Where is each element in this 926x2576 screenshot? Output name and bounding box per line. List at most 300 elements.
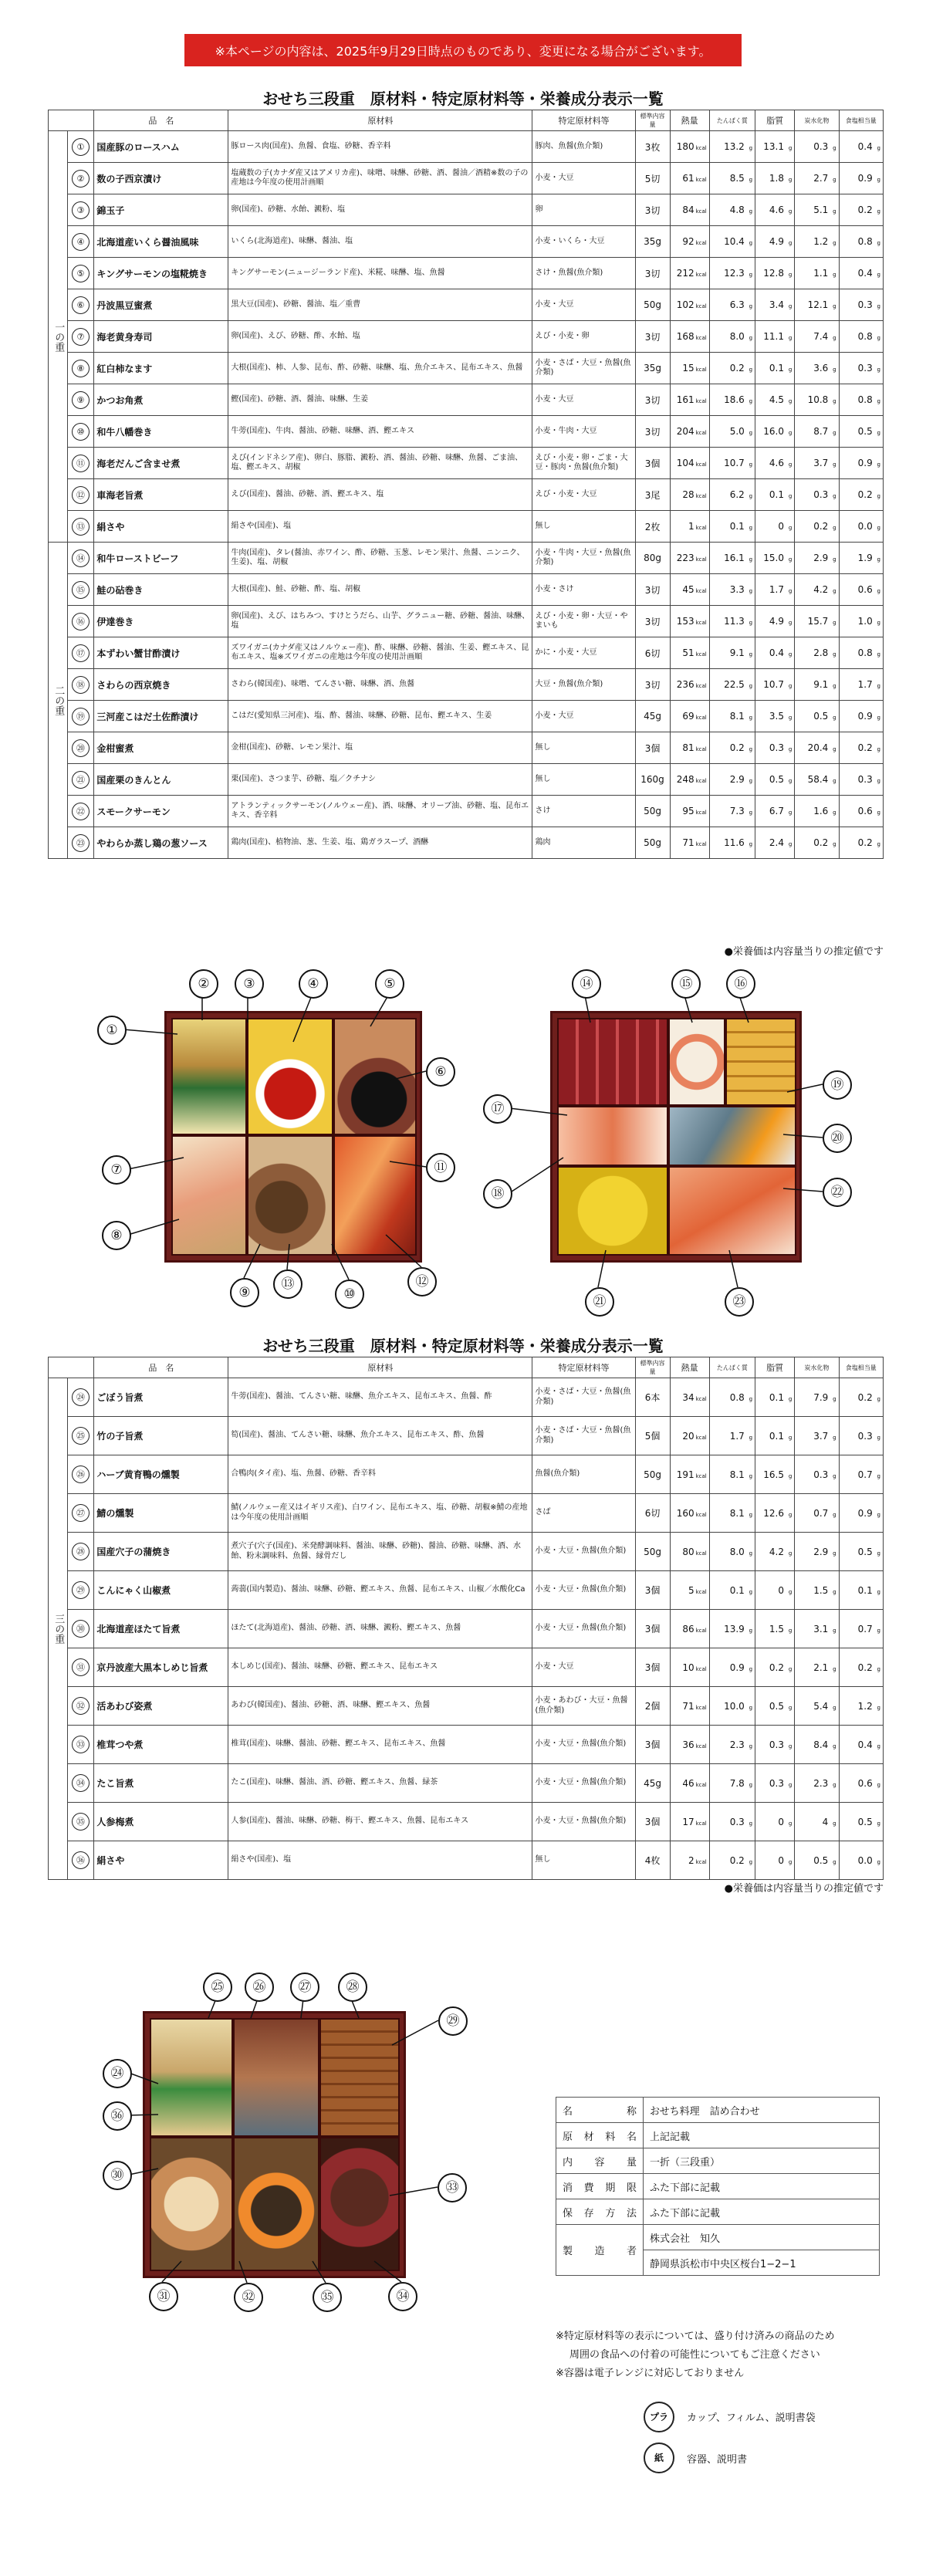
nutrient-value: 1.6 [813, 806, 829, 816]
item-name: 海老だんご含ませ煮 [94, 448, 228, 479]
unit-g: g [749, 1511, 753, 1518]
item-number-badge: ㉜ [72, 1697, 90, 1715]
nutrient-value: 2.3 [813, 1777, 829, 1789]
paper-recycle-text: 容器、説明書 [687, 2454, 748, 2466]
nutrient-value: 0.0 [857, 521, 873, 532]
item-name: 人参梅煮 [94, 1803, 228, 1841]
unit-g: g [788, 841, 793, 847]
nutrient-value: 0.2 [813, 837, 829, 848]
unit-g: g [833, 620, 836, 626]
header-protein: たんぱく質 [709, 1357, 755, 1378]
nutrient-value: 0.4 [857, 268, 873, 279]
nutrient-value: 0.1 [769, 1391, 784, 1403]
item-name: 和牛八幡巻き [94, 416, 228, 448]
nutrient-value: 2.7 [813, 173, 829, 184]
energy-value: 95 [682, 806, 694, 816]
item-name: 丹波黒豆蜜煮 [94, 289, 228, 321]
item-name: 紅白柿なます [94, 353, 228, 384]
unit-g: g [788, 810, 793, 816]
unit-kcal: kcal [695, 1820, 707, 1827]
unit-g: g [749, 177, 753, 183]
unit-g: g [877, 430, 880, 436]
unit-g: g [833, 810, 836, 816]
item-amount: 50g [635, 1455, 670, 1494]
nutrient-value: 16.1 [724, 553, 745, 563]
unit-g: g [749, 715, 753, 721]
item-number-badge: ⑯ [72, 613, 90, 630]
unit-g: g [877, 778, 880, 784]
unit-kcal: kcal [695, 1627, 707, 1634]
label-key: 原材料名 [556, 2123, 644, 2148]
unit-g: g [788, 303, 793, 309]
callout-label: ⑭ [572, 969, 601, 999]
item-allergens: 小麦・大豆・魚醤(魚介類) [532, 1726, 635, 1764]
unit-g: g [749, 778, 753, 784]
label-row-maker [556, 2225, 880, 2250]
unit-g: g [877, 1550, 880, 1557]
nutrient-value: 8.1 [729, 711, 745, 722]
nutrient-value: 10.0 [724, 1700, 745, 1712]
unit-g: g [749, 810, 753, 816]
unit-g: g [833, 1820, 836, 1827]
unit-g: g [788, 272, 793, 278]
item-allergens: 魚醤(魚介類) [532, 1455, 635, 1494]
energy-value: 102 [676, 299, 694, 310]
nutrient-value: 4.5 [769, 394, 784, 405]
nutrient-value: 0.3 [813, 141, 829, 152]
unit-kcal: kcal [695, 1434, 707, 1441]
unit-g: g [833, 588, 836, 594]
item-number-badge: ⑮ [72, 581, 90, 599]
item-allergens: 小麦・さば・大豆・魚醤(魚介類) [532, 1417, 635, 1455]
energy-value: 17 [682, 1816, 694, 1827]
unit-g: g [788, 493, 793, 499]
unit-g: g [788, 1550, 793, 1557]
nutrient-value: 2.8 [813, 647, 829, 658]
nutrient-value: 0.9 [857, 173, 873, 184]
label-value: 一折（三段重） [644, 2148, 880, 2174]
label-row [556, 2148, 880, 2174]
unit-g: g [749, 398, 753, 404]
nutrient-value: 0.2 [857, 489, 873, 500]
nutrient-value: 1.7 [769, 584, 784, 595]
item-ingredients: 豚ロース肉(国産)、魚醤、食塩、砂糖、香辛料 [228, 131, 532, 163]
nutrient-value: 0.1 [857, 1584, 873, 1596]
unit-kcal: kcal [695, 588, 707, 594]
item-name: スモークサーモン [94, 796, 228, 827]
item-number-badge: ⑪ [72, 455, 90, 472]
section-label: 二の重 [49, 543, 68, 859]
item-ingredients: 牛蒡(国産)、醤油、てんさい糖、味醂、魚介エキス、昆布エキス、魚醤、酢 [228, 1378, 532, 1417]
nutrient-value: 0.6 [857, 584, 873, 595]
nutrient-value: 0.7 [813, 1507, 829, 1519]
nutrient-value: 10.7 [763, 679, 784, 690]
unit-g: g [749, 1743, 753, 1749]
unit-kcal: kcal [695, 493, 707, 499]
nutrient-value: 0.9 [857, 711, 873, 722]
nutrient-value: 2.9 [813, 1546, 829, 1557]
nutrient-value: 0.8 [857, 394, 873, 405]
nutrient-value: 0.7 [857, 1469, 873, 1480]
item-ingredients: アトランティックサーモン(ノルウェー産)、酒、味醂、オリーブ油、砂糖、塩、昆布エキス、香辛料 [228, 796, 532, 827]
item-ingredients: こはだ(愛知県三河産)、塩、酢、醤油、味醂、砂糖、昆布、鰹エキス、生姜 [228, 701, 532, 732]
item-ingredients: ほたて(北海道産)、醤油、砂糖、酒、味醂、澱粉、鰹エキス、魚醤 [228, 1610, 532, 1648]
unit-g: g [788, 367, 793, 373]
item-ingredients: いくら(北海道産)、味醂、醤油、塩 [228, 226, 532, 258]
header-fat: 脂質 [755, 110, 795, 131]
item-ingredients: 牛蒡(国産)、牛肉、醤油、砂糖、味醂、酒、鰹エキス [228, 416, 532, 448]
item-ingredients: 合鴨肉(タイ産)、塩、魚醤、砂糖、香辛料 [228, 1455, 532, 1494]
nutrient-value: 2.9 [729, 774, 745, 785]
nutrient-value: 22.5 [724, 679, 745, 690]
label-row [556, 2199, 880, 2225]
nutrient-value: 0.3 [857, 363, 873, 374]
unit-g: g [788, 746, 793, 752]
item-ingredients: えび(インドネシア産)、卵白、豚脂、澱粉、酒、醤油、砂糖、味醂、魚醤、ごま油、塩、鰹エキス、胡椒 [228, 448, 532, 479]
nutrient-value: 11.6 [724, 837, 745, 848]
item-allergens: さば [532, 1494, 635, 1533]
item-ingredients: 鯖(ノルウェー産又はイギリス産)、白ワイン、昆布エキス、塩、砂糖、胡椒※鯖の産地は今年度の使用計画順 [228, 1494, 532, 1533]
energy-value: 10 [682, 1662, 694, 1673]
product-label-table [556, 2097, 880, 2276]
nutrient-value: 0.3 [857, 299, 873, 310]
nutrient-value: 0.3 [769, 1739, 784, 1750]
unit-kcal: kcal [695, 683, 707, 689]
unit-g: g [833, 430, 836, 436]
unit-g: g [749, 746, 753, 752]
unit-g: g [788, 1627, 793, 1634]
unit-g: g [749, 335, 753, 341]
unit-g: g [833, 303, 836, 309]
unit-kcal: kcal [695, 272, 707, 278]
unit-g: g [877, 367, 880, 373]
item-ingredients: 鶏肉(国産)、植物油、葱、生姜、塩、鶏ガラスープ、酒醂 [228, 827, 532, 859]
header-energy: 熱量 [670, 110, 709, 131]
nutrient-value: 0.5 [769, 1700, 784, 1712]
item-number-badge: ㉛ [72, 1658, 90, 1676]
unit-g: g [833, 1395, 836, 1402]
unit-g: g [749, 1704, 753, 1711]
item-ingredients: 黒大豆(国産)、砂糖、醤油、塩／重曹 [228, 289, 532, 321]
item-amount: 3切 [635, 669, 670, 701]
item-number-badge: ② [72, 170, 90, 188]
table-title-2: おせち三段重 原材料・特定原材料等・栄養成分表示一覧 [262, 1337, 664, 1355]
nutrient-value: 0.2 [857, 205, 873, 215]
callout-label: ⑬ [273, 1269, 302, 1299]
item-allergens: えび・小麦・大豆 [532, 479, 635, 511]
nutrient-value: 4.6 [769, 458, 784, 468]
unit-g: g [788, 778, 793, 784]
callout-label: ⑱ [483, 1179, 512, 1209]
nutrient-value: 3.5 [769, 711, 784, 722]
nutrient-value: 6.3 [729, 299, 745, 310]
unit-g: g [749, 461, 753, 468]
nutrient-value: 58.4 [807, 774, 829, 785]
nutrient-value: 12.3 [724, 268, 745, 279]
header-ingredients: 原材料 [228, 110, 532, 131]
nutrient-value: 0.2 [813, 521, 829, 532]
nutrient-value: 1.9 [857, 553, 873, 563]
item-name: 活あわび姿煮 [94, 1687, 228, 1726]
unit-g: g [749, 651, 753, 658]
unit-g: g [749, 240, 753, 246]
unit-g: g [833, 208, 836, 215]
unit-g: g [788, 1511, 793, 1518]
item-name: 数の子西京漬け [94, 163, 228, 194]
item-name: 車海老旨煮 [94, 479, 228, 511]
header-fat: 脂質 [755, 1357, 795, 1378]
unit-kcal: kcal [695, 430, 707, 436]
unit-g: g [877, 1627, 880, 1634]
energy-value: 248 [676, 774, 694, 785]
nutrient-value: 0.1 [769, 363, 784, 374]
unit-kcal: kcal [695, 778, 707, 784]
nutrient-value: 7.3 [729, 806, 745, 816]
item-amount: 2個 [635, 1687, 670, 1726]
item-allergens: 小麦・大豆 [532, 289, 635, 321]
item-ingredients: 筍(国産)、醤油、てんさい糖、味醂、魚介エキス、昆布エキス、酢、魚醤 [228, 1417, 532, 1455]
nutrient-value: 0.9 [729, 1662, 745, 1673]
nutrient-value: 5.1 [813, 205, 829, 215]
nutrient-value: 10.7 [724, 458, 745, 468]
energy-value: 92 [682, 236, 694, 247]
nutrient-value: 0.3 [857, 774, 873, 785]
unit-g: g [833, 1434, 836, 1441]
item-amount: 50g [635, 1533, 670, 1571]
label-row [556, 2123, 880, 2148]
nutrient-value: 0.6 [857, 1777, 873, 1789]
unit-kcal: kcal [695, 715, 707, 721]
item-ingredients: えび(国産)、醤油、砂糖、酒、鰹エキス、塩 [228, 479, 532, 511]
item-number-badge: ㉚ [72, 1620, 90, 1638]
nutrient-value: 5.4 [813, 1700, 829, 1712]
callout-label: ⑨ [230, 1278, 259, 1307]
item-ingredients: 椎茸(国産)、味醂、醤油、砂糖、鰹エキス、昆布エキス、魚醤 [228, 1726, 532, 1764]
header-protein: たんぱく質 [709, 110, 755, 131]
unit-g: g [788, 240, 793, 246]
nutrient-value: 12.1 [807, 299, 829, 310]
nutrient-value: 0.8 [857, 331, 873, 342]
unit-kcal: kcal [695, 746, 707, 752]
item-allergens: 小麦・さば・大豆・魚醤(魚介類) [532, 1378, 635, 1417]
item-allergens: 小麦・大豆 [532, 701, 635, 732]
energy-value: 153 [676, 616, 694, 627]
unit-g: g [877, 493, 880, 499]
unit-kcal: kcal [695, 367, 707, 373]
unit-kcal: kcal [695, 1704, 707, 1711]
unit-g: g [877, 145, 880, 151]
nutrient-value: 0.6 [857, 806, 873, 816]
item-allergens: かに・小麦・大豆 [532, 637, 635, 669]
label-value: ふた下部に記載 [644, 2199, 880, 2225]
energy-value: 51 [682, 647, 694, 658]
item-allergens: 無し [532, 764, 635, 796]
energy-value: 46 [682, 1777, 694, 1789]
unit-g: g [749, 620, 753, 626]
unit-g: g [833, 335, 836, 341]
item-name: 和牛ローストビーフ [94, 543, 228, 574]
unit-g: g [833, 651, 836, 658]
nutrient-value: 0.3 [857, 1430, 873, 1442]
nutrient-value: 8.7 [813, 426, 829, 437]
item-amount: 6本 [635, 1378, 670, 1417]
item-name: やわらか蒸し鶏の葱ソース [94, 827, 228, 859]
nutrient-value: 0.5 [769, 774, 784, 785]
item-allergens: さけ [532, 796, 635, 827]
unit-g: g [877, 715, 880, 721]
nutrient-value: 8.0 [729, 331, 745, 342]
unit-g: g [877, 1781, 880, 1788]
maker-key: 製造者 [556, 2225, 644, 2276]
unit-g: g [877, 620, 880, 626]
label-key: 名称 [556, 2098, 644, 2123]
callout-label: ㉘ [338, 1973, 367, 2002]
callout-label: ⑦ [102, 1155, 131, 1185]
unit-g: g [749, 1665, 753, 1672]
header-allergens: 特定原材料等 [532, 1357, 635, 1378]
callout-label: ⑮ [671, 969, 701, 999]
item-name: 絹さや [94, 511, 228, 543]
unit-g: g [833, 461, 836, 468]
nutrient-value: 0.2 [857, 742, 873, 753]
unit-g: g [749, 841, 753, 847]
unit-g: g [833, 778, 836, 784]
unit-g: g [877, 272, 880, 278]
nutrient-value: 0.5 [857, 1546, 873, 1557]
header-salt: 食塩相当量 [839, 110, 883, 131]
label-key: 保存方法 [556, 2199, 644, 2225]
energy-value: 36 [682, 1739, 694, 1750]
unit-g: g [788, 1665, 793, 1672]
energy-value: 81 [682, 742, 694, 753]
nutrient-value: 2.4 [769, 837, 784, 848]
item-number-badge: ⑧ [72, 360, 90, 377]
unit-g: g [749, 208, 753, 215]
item-amount: 80g [635, 543, 670, 574]
item-ingredients: 蒟蒻(国内製造)、醤油、味醂、砂糖、鰹エキス、魚醤、昆布エキス、山椒／水酸化Ca [228, 1571, 532, 1610]
nutrient-value: 16.0 [763, 426, 784, 437]
nutrient-value: 1.2 [857, 1700, 873, 1712]
item-amount: 3個 [635, 1648, 670, 1687]
nutrient-value: 6.7 [769, 806, 784, 816]
item-allergens: 小麦・さば・大豆・魚醤(魚介類) [532, 353, 635, 384]
table-title-1: おせち三段重 原材料・特定原材料等・栄養成分表示一覧 [262, 90, 664, 108]
unit-g: g [788, 1781, 793, 1788]
nutrient-value: 0.8 [857, 236, 873, 247]
item-allergens: 小麦・あわび・大豆・魚醤(魚介類) [532, 1687, 635, 1726]
item-allergens: 小麦・大豆・魚醤(魚介類) [532, 1571, 635, 1610]
energy-value: 71 [682, 837, 694, 848]
item-ingredients: 卵(国産)、えび、はちみつ、すけとうだら、山芋、グラニュー糖、砂糖、醤油、味醂、塩 [228, 606, 532, 637]
nutrient-value: 0.8 [857, 647, 873, 658]
item-amount: 3尾 [635, 479, 670, 511]
paper-recycle-icon: 紙 [644, 2442, 674, 2473]
unit-g: g [788, 1743, 793, 1749]
item-allergens: 無し [532, 511, 635, 543]
callout-label: ㉗ [290, 1973, 319, 2002]
callout-label: ⑯ [726, 969, 755, 999]
energy-value: 204 [676, 426, 694, 437]
unit-kcal: kcal [695, 556, 707, 563]
item-ingredients: キングサーモン(ニュージーランド産)、米糀、味醂、塩、魚醤 [228, 258, 532, 289]
estimate-note-1: ●栄養価は内容量当りの推定値です [724, 946, 884, 958]
energy-value: 212 [676, 268, 694, 279]
item-amount: 3切 [635, 194, 670, 226]
unit-g: g [833, 1588, 836, 1595]
nutrient-value: 2.3 [729, 1739, 745, 1750]
header-salt: 食塩相当量 [839, 1357, 883, 1378]
callout-label: ㉝ [438, 2173, 467, 2202]
item-allergens: えび・小麦・卵・ごま・大豆・豚肉・魚醤(魚介類) [532, 448, 635, 479]
nutrient-value: 0.9 [857, 1507, 873, 1519]
nutrient-value: 0.2 [857, 1391, 873, 1403]
unit-g: g [749, 1550, 753, 1557]
label-key: 内容量 [556, 2148, 644, 2174]
unit-g: g [788, 1858, 793, 1865]
item-ingredients: 金柑(国産)、砂糖、レモン果汁、塩 [228, 732, 532, 764]
unit-kcal: kcal [695, 145, 707, 151]
nutrient-value: 4.6 [769, 205, 784, 215]
unit-g: g [877, 177, 880, 183]
unit-g: g [833, 525, 836, 531]
label-value: おせち料理 詰め合わせ [644, 2098, 880, 2123]
nutrient-value: 3.7 [813, 458, 829, 468]
item-amount: 3個 [635, 1726, 670, 1764]
nutrient-value: 0.5 [813, 711, 829, 722]
item-name: ハーブ黄育鴨の燻製 [94, 1455, 228, 1494]
nutrient-value: 8.1 [729, 1469, 745, 1480]
nutrient-value: 4.2 [769, 1546, 784, 1557]
item-name: 国産栗のきんとん [94, 764, 228, 796]
nutrient-value: 18.6 [724, 394, 745, 405]
item-allergens: 豚肉、魚醤(魚介類) [532, 131, 635, 163]
nutrient-value: 1.1 [813, 268, 829, 279]
energy-value: 61 [682, 173, 694, 184]
unit-g: g [749, 1588, 753, 1595]
item-name: 竹の子旨煮 [94, 1417, 228, 1455]
nutrient-value: 0 [778, 1854, 784, 1866]
unit-g: g [788, 620, 793, 626]
item-name: キングサーモンの塩糀焼き [94, 258, 228, 289]
item-amount: 45g [635, 701, 670, 732]
item-amount: 3切 [635, 574, 670, 606]
item-amount: 50g [635, 827, 670, 859]
item-ingredients: 塩蔵数の子(カナダ産又はアメリカ産)、味噌、味醂、砂糖、酒、醤油／酒精※数の子の産地は今年度の使用計画順 [228, 163, 532, 194]
item-allergens: 小麦・大豆・魚醤(魚介類) [532, 1533, 635, 1571]
callout-label: ② [189, 969, 218, 999]
item-amount: 2枚 [635, 511, 670, 543]
unit-g: g [877, 525, 880, 531]
nutrient-value: 0.1 [769, 489, 784, 500]
item-allergens: 鶏肉 [532, 827, 635, 859]
unit-g: g [877, 208, 880, 215]
callout-label: ⑰ [483, 1094, 512, 1124]
nutrient-value: 0.4 [857, 1739, 873, 1750]
item-amount: 3個 [635, 732, 670, 764]
unit-g: g [788, 556, 793, 563]
unit-g: g [788, 145, 793, 151]
item-amount: 6切 [635, 637, 670, 669]
item-number-badge: ㉟ [72, 1813, 90, 1831]
nutrient-value: 1.5 [813, 1584, 829, 1596]
item-ingredients: 煮穴子(穴子(国産)、米発酵調味料、醤油、味醂、砂糖)、醤油、砂糖、味醂、酒、水飴、粉末調味料、魚醤、縁骨だし [228, 1533, 532, 1571]
nutrient-value: 0.2 [729, 742, 745, 753]
unit-g: g [749, 1472, 753, 1479]
item-amount: 3切 [635, 321, 670, 353]
item-number-badge: ⑰ [72, 644, 90, 662]
callout-label: ㉛ [149, 2282, 178, 2311]
nutrient-value: 6.2 [729, 489, 745, 500]
